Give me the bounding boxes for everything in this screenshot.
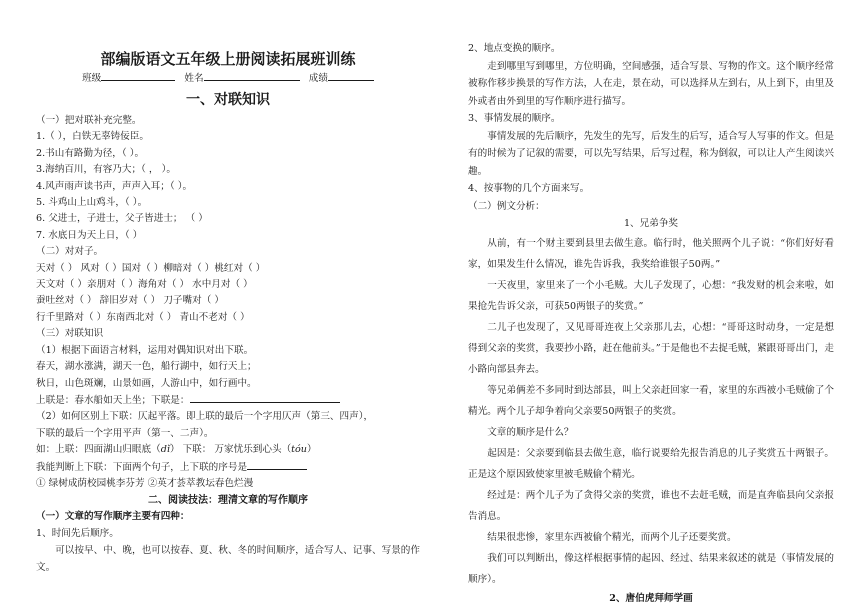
order2-label: 2、地点变换的顺序。 bbox=[468, 43, 561, 54]
order4-label: 4、按事物的几个方面来写。 bbox=[468, 183, 590, 194]
fill-item-1[interactable]: 1.（ ），白铁无辜铸佞臣。 bbox=[36, 131, 149, 143]
upper-lower-line bbox=[36, 392, 420, 409]
order-answer-blank[interactable] bbox=[247, 459, 307, 470]
score-label: 成绩 bbox=[308, 73, 328, 84]
section1-heading: 一、对联知识 bbox=[186, 92, 270, 108]
example-mid: ） 下联： 万家忧乐到心头（ bbox=[169, 444, 292, 456]
right-page bbox=[430, 0, 860, 607]
student-info-line bbox=[36, 70, 420, 87]
part2-heading-right: （二）例文分析： bbox=[468, 200, 545, 212]
fill-item-4[interactable]: 4.风声雨声读书声，声声入耳；（ ）。 bbox=[36, 180, 193, 192]
story1-conclusion: 我们可以判断出，像这样根据事情的起因、经过、结果来叙述的就是（事情发展的顺序）。 bbox=[468, 552, 834, 585]
story1-result: 结果很悲惨，家里东西被偷个精光，而两个儿子还要奖赏。 bbox=[487, 531, 737, 543]
example-pinyin-2: tóu bbox=[291, 444, 307, 456]
fill-item-6[interactable]: 6. 父进士，子进士，父子皆进士； （ ） bbox=[36, 213, 208, 225]
class-label: 班级 bbox=[82, 73, 102, 84]
example-pinyin-1: dǐ bbox=[160, 444, 170, 456]
pair-row-1[interactable]: 天对（ ） 风对（ ）国对（ ）柳暗对（ ）桃红对（ ） bbox=[36, 262, 266, 274]
score-blank[interactable] bbox=[328, 70, 374, 81]
story1-para-4: 等兄弟俩差不多同时到达部县，叫上父亲赶回家一看，家里的东西被小毛贼偷了个精光。两个儿子却争着向父亲要50两银子的奖赏。 bbox=[468, 384, 834, 417]
order3-text: 事情发展的先后顺序，先发生的先写，后发生的后写，适合写人写事的作文。但是有的时候为了记叙的需要，可以先写结果，后写过程，称为倒叙，可以让人产生阅读兴趣。 bbox=[468, 130, 834, 177]
story1-title: 1、兄弟争奖 bbox=[623, 218, 679, 229]
order2-text: 走到哪里写到哪里，方位明确，空间感强，适合写景、写物的作文。这个顺序经常被称作移步换景的写作方法，人在走，景在动，可以选择从左到右，从上到下，由里及外或者由外到里的写作顺序进行描写。 bbox=[468, 60, 834, 107]
story1-para-2: 一天夜里，家里来了一个小毛贼。大儿子发现了，心想：“我发财的机会来啦，如果抢先告诉父亲，可获50两银子的奖赏。” bbox=[468, 279, 834, 312]
example-pre: 如：上联：四面湖山归眼底（ bbox=[36, 444, 161, 456]
distinguish-line-1: （2）如何区别上下联：仄起平落。即上联的最后一个字用仄声（第三、四声）， bbox=[36, 411, 374, 423]
knowledge-line-1: （1）根据下面语言材料，运用对偶知识对出下联。 bbox=[36, 344, 254, 356]
story1-para-3: 二儿子也发现了，又见哥哥连夜上父亲那儿去，心想：“哥哥这时动身，一定是想得到父亲的奖赏，我要抄小路，赶在他前头。”于是他也不去捉毛贼，紧跟哥哥出门，走小路向部县奔去。 bbox=[468, 321, 834, 375]
class-blank[interactable] bbox=[101, 70, 175, 81]
example-line bbox=[36, 442, 420, 458]
story1-cause: 起因是：父亲要到临县去做生意，临行说要给先报告消息的儿子奖赏五十两银子。正是这个原因致使家里被毛贼偷个精光。 bbox=[468, 447, 834, 480]
order-types-heading: （一）文章的写作顺序主要有四种： bbox=[36, 511, 190, 523]
distinguish-line-2: 下联的最后一个字用平声（第一、二声）。 bbox=[36, 427, 214, 439]
name-label: 姓名 bbox=[184, 73, 204, 84]
pair-row-2[interactable]: 天文对（ ）亲朋对（ ）海角对（ ） 水中月对（ ） bbox=[36, 279, 253, 291]
worksheet-title: 部编版语文五年级上册阅读拓展班训练 bbox=[100, 50, 356, 68]
part1-heading: （一）把对联补充完整。 bbox=[36, 115, 142, 126]
story1-para-1: 从前，有一个财主要到县里去做生意。临行时，他关照两个儿子说：“你们好好看家，如果发生什么情况，谁先告诉我，我奖给谁银子50两。” bbox=[468, 237, 834, 270]
order3-label: 3、事情发展的顺序。 bbox=[468, 113, 561, 124]
story1-question: 文章的顺序是什么？ bbox=[487, 426, 574, 438]
upper-lower-text: 上联是：春水船如天上坐；下联是： bbox=[36, 394, 190, 406]
fill-item-7[interactable]: 7. 水底日为天上日，（ ） bbox=[36, 229, 143, 241]
part3-heading: （三）对联知识 bbox=[36, 328, 104, 340]
fill-item-2[interactable]: 2.书山有路勤为径，（ ）。 bbox=[36, 147, 145, 159]
pair-row-4[interactable]: 行千里路对（ ）东南西北对（ ） 青山不老对（ ） bbox=[36, 311, 250, 323]
order1-text: 可以按早、中、晚，也可以按春、夏、秋、冬的时间顺序，适合写人、记事、写景的作文。 bbox=[36, 545, 420, 574]
example-post: ） bbox=[306, 444, 317, 456]
options-line: ① 绿树成荫校园桃李芬芳 ②英才荟萃教坛春色烂漫 bbox=[36, 477, 254, 489]
story1-process: 经过是：两个儿子为了贪得父亲的奖赏，谁也不去赶毛贼，而是直奔临县向父亲报告消息。 bbox=[468, 489, 834, 522]
name-blank[interactable] bbox=[204, 70, 300, 81]
story2-title: 2、唐伯虎拜师学画 bbox=[609, 592, 693, 604]
part2-heading: （二）对对子。 bbox=[36, 246, 104, 258]
knowledge-line-3: 秋日，山色斑斓，山景如画，人游山中，如行画中。 bbox=[36, 377, 257, 389]
fill-item-3[interactable]: 3.海纳百川，有容乃大；（ ， ）。 bbox=[36, 164, 176, 176]
judge-text: 我能判断上下联：下面两个句子，上下联的序号是 bbox=[36, 461, 248, 473]
order1-label: 1、时间先后顺序。 bbox=[36, 527, 119, 539]
fill-item-5[interactable]: 5. 斗鸡山上山鸡斗，（ ）。 bbox=[36, 197, 148, 209]
knowledge-line-2: 春天，湖水涨满，湖天一色，船行湖中，如行天上； bbox=[36, 361, 257, 373]
pair-row-3[interactable]: 蚕吐丝对（ ） 辞旧岁对（ ） 刀子嘴对（ ） bbox=[36, 295, 224, 307]
lower-couplet-blank[interactable] bbox=[190, 392, 340, 403]
judge-line bbox=[36, 459, 420, 476]
section2-heading: 二、阅读技法：理清文章的写作顺序 bbox=[148, 495, 308, 507]
